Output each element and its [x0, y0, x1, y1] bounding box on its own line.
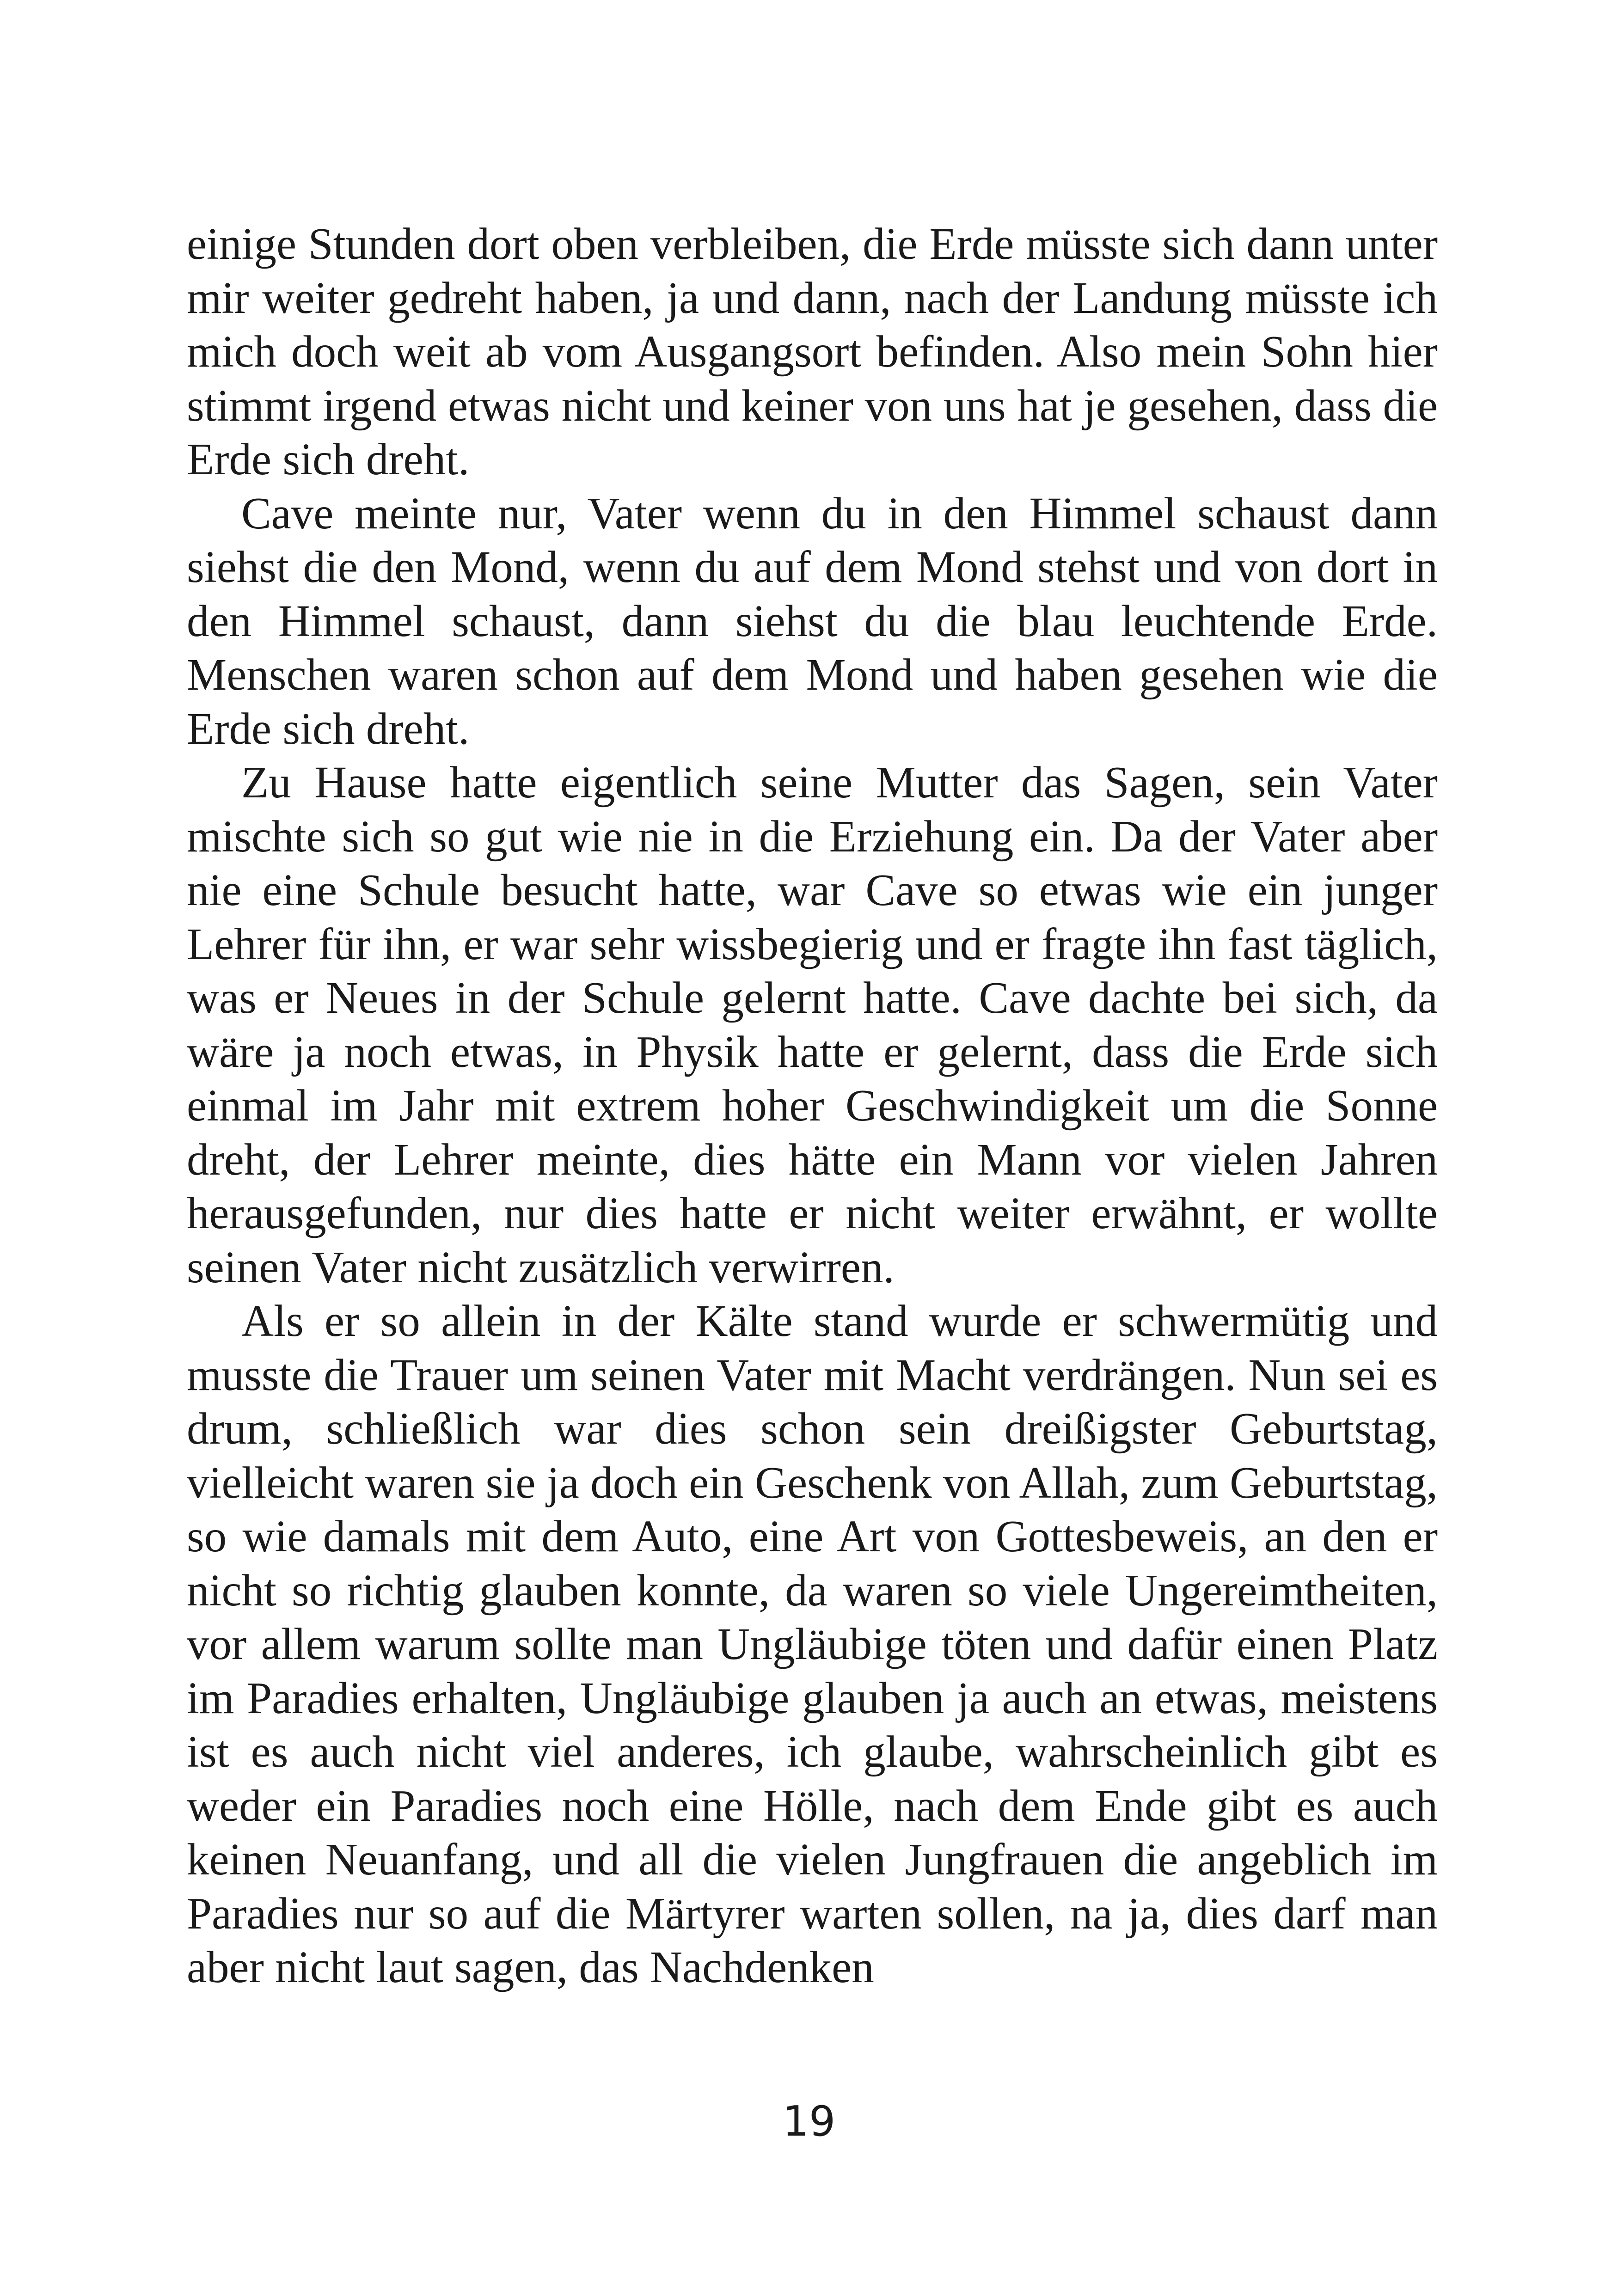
page-number: 19 [782, 2097, 836, 2146]
body-text [187, 217, 1438, 1995]
paragraph-cave-moon: Cave meinte nur, Vater wenn du in den Himmel schaust dann siehst die den Mond, wenn du auf dem Mond stehst und von dort in den Himmel schaust, dann siehst du die blau leuchtende Erde. Menschen waren schon auf dem Mond und haben gesehen wie die Erde sich dreht. [187, 488, 1438, 753]
paragraph-continued: einige Stunden dort oben verbleiben, die Erde müsste sich dann unter mir weiter gedreht haben, ja und dann, nach der Landung müsste ich mich doch weit ab vom Ausgangsort befinden. Also mein Sohn hier stimmt irgend etwas nicht und keiner von uns hat je gesehen, dass die Erde sich dreht. [187, 219, 1438, 484]
paragraph-home-father: Zu Hause hatte eigentlich seine Mutter das Sagen, sein Vater mischte sich so gut wie nie in die Erziehung ein. Da der Vater aber nie eine Schule besucht hatte, war Cave so etwas wie ein junger Lehrer für ihn, er war sehr wissbegierig und er fragte ihn fast täglich, was er Neues in der Schule gelernt hatte. Cave dachte bei sich, da wäre ja noch etwas, in Physik hatte er gelernt, dass die Erde sich einmal im Jahr mit extrem hoher Geschwindigkeit um die Sonne dreht, der Lehrer meinte, dies hätte ein Mann vor vielen Jahren herausgefunden, nur dies hatte er nicht weiter erwähnt, er wollte seinen Vater nicht zusätzlich verwirren. [187, 758, 1438, 1292]
paragraph-cold-birthday: Als er so allein in der Kälte stand wurde er schwermütig und musste die Trauer um seinen Vater mit Macht verdrängen. Nun sei es drum, schließlich war dies schon sein dreißigster Geburtstag, vielleicht waren sie ja doch ein Geschenk von Allah, zum Geburtstag, so wie damals mit dem Auto, eine Art von Gottesbeweis, an den er nicht so richtig glauben konnte, da waren so viele Ungereimtheiten, vor allem warum sollte man Ungläubige töten und dafür einen Platz im Paradies erhalten, Ungläubige glauben ja auch an etwas, meistens ist es auch nicht viel anderes, ich glaube, wahrscheinlich gibt es weder ein Paradies noch eine Hölle, nach dem Ende gibt es auch keinen Neuanfang, und all die vielen Jungfrauen die angeblich im Paradies nur so auf die Märtyrer warten sollen, na ja, dies darf man aber nicht laut sagen, das Nachdenken [187, 1296, 1438, 1992]
